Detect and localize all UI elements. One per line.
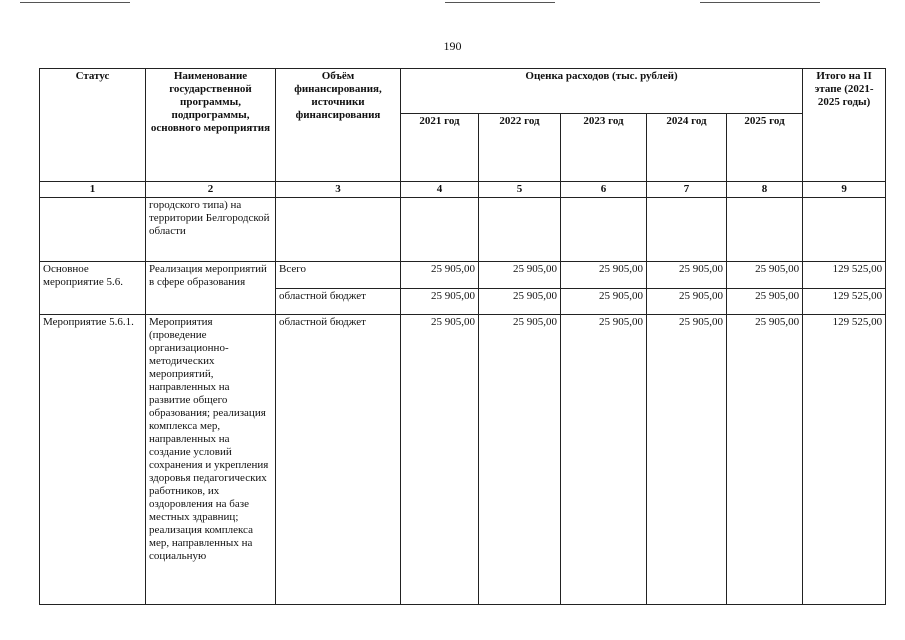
cell-value: 25 905,00 xyxy=(727,262,803,289)
cell-value: 25 905,00 xyxy=(561,315,647,605)
cell-value: 25 905,00 xyxy=(401,289,479,315)
table-row xyxy=(40,315,886,605)
cell-value: 25 905,00 xyxy=(647,262,727,289)
column-number: 7 xyxy=(647,182,727,198)
cell-funding: областной бюджет xyxy=(276,315,401,605)
cell-value: 25 905,00 xyxy=(727,289,803,315)
cell-value: 25 905,00 xyxy=(479,262,561,289)
header-name: Наименование государственной программы, подпрограммы, основного мероприятия xyxy=(146,69,276,182)
cell-status xyxy=(40,198,146,262)
cell-funding: Всего xyxy=(276,262,401,289)
cell-name: Реализация мероприятий в сфере образования xyxy=(146,262,276,315)
budget-table xyxy=(39,68,886,605)
header-year: 2021 год xyxy=(401,114,479,182)
cell-name: Мероприятия (проведение организационно-методических мероприятий, направленных на развитие общего образования; реализация комплекса мер, направленных на создание условий сохранения и укрепления здоровья педагогических работников, их оздоровления на базе местных здравниц; реализация комплекса мер, направленных на социальную xyxy=(146,315,276,605)
cell-value: 25 905,00 xyxy=(479,315,561,605)
cell-value: 25 905,00 xyxy=(561,289,647,315)
cell-empty xyxy=(647,198,727,262)
cell-name: городского типа) на территории Белгородской области xyxy=(146,198,276,262)
column-number: 5 xyxy=(479,182,561,198)
cell-value: 25 905,00 xyxy=(401,315,479,605)
column-number: 6 xyxy=(561,182,647,198)
cell-value: 25 905,00 xyxy=(727,315,803,605)
header-total: Итого на II этапе (2021-2025 годы) xyxy=(803,69,886,182)
column-number: 2 xyxy=(146,182,276,198)
cell-value: 25 905,00 xyxy=(401,262,479,289)
cell-total: 129 525,00 xyxy=(803,315,886,605)
header-status: Статус xyxy=(40,69,146,182)
cell-empty xyxy=(727,198,803,262)
column-number: 1 xyxy=(40,182,146,198)
header-year: 2022 год xyxy=(479,114,561,182)
cell-status: Мероприятие 5.6.1. xyxy=(40,315,146,605)
cell-empty xyxy=(479,198,561,262)
header-year: 2025 год xyxy=(727,114,803,182)
cell-total: 129 525,00 xyxy=(803,262,886,289)
page-number: 190 xyxy=(443,39,462,53)
header-year: 2023 год xyxy=(561,114,647,182)
top-edge-rule xyxy=(700,2,820,3)
column-number: 9 xyxy=(803,182,886,198)
cell-value: 25 905,00 xyxy=(561,262,647,289)
cell-status: Основное мероприятие 5.6. xyxy=(40,262,146,315)
header-funding: Объём финансирования, источники финансирования xyxy=(276,69,401,182)
top-edge-rule xyxy=(445,2,555,3)
column-number: 4 xyxy=(401,182,479,198)
top-edge-rule xyxy=(20,2,130,3)
cell-value: 25 905,00 xyxy=(647,315,727,605)
cell-value: 25 905,00 xyxy=(647,289,727,315)
cell-funding xyxy=(276,198,401,262)
header-year: 2024 год xyxy=(647,114,727,182)
cell-empty xyxy=(401,198,479,262)
cell-value: 25 905,00 xyxy=(479,289,561,315)
column-number-row xyxy=(40,182,886,198)
table-row xyxy=(40,198,886,262)
cell-empty xyxy=(803,198,886,262)
column-number: 3 xyxy=(276,182,401,198)
header-row xyxy=(40,69,886,114)
cell-empty xyxy=(561,198,647,262)
column-number: 8 xyxy=(727,182,803,198)
cell-total: 129 525,00 xyxy=(803,289,886,315)
cell-funding: областной бюджет xyxy=(276,289,401,315)
header-estimate: Оценка расходов (тыс. рублей) xyxy=(401,69,803,114)
table-row xyxy=(40,262,886,289)
